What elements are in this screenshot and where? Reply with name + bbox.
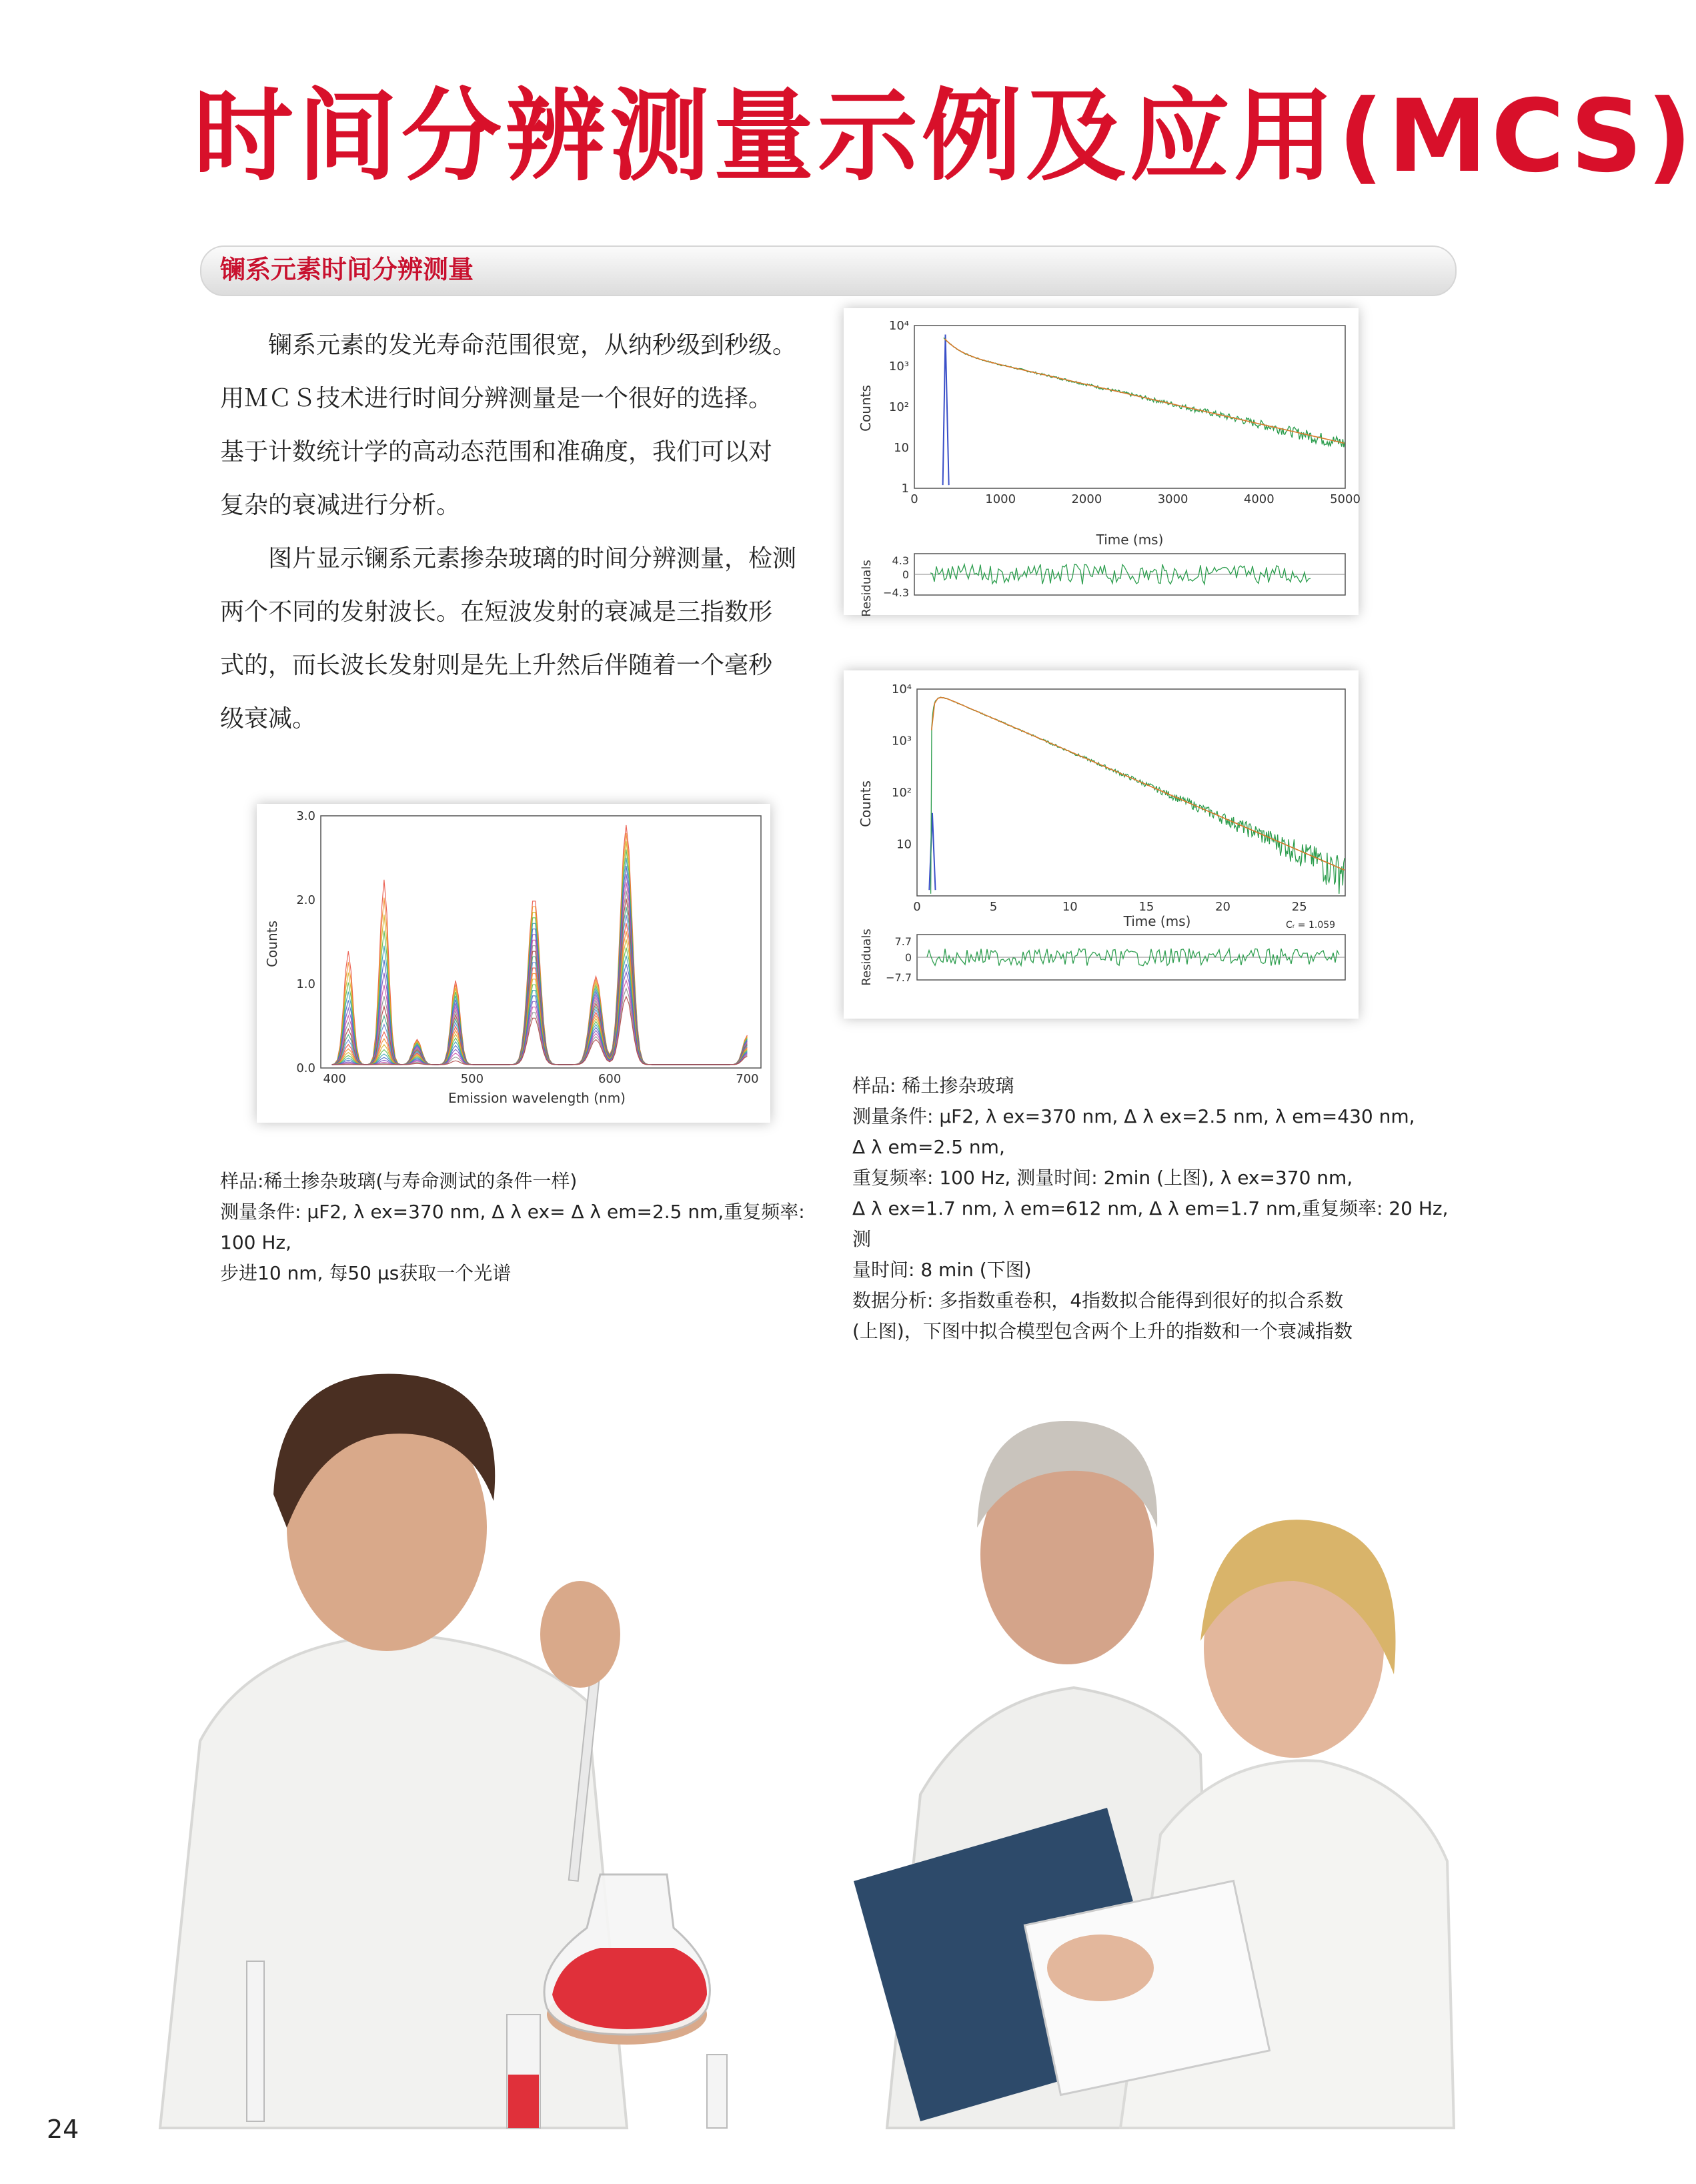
- y-tick-label: 10²: [888, 400, 909, 414]
- decay-chart-bottom-svg: [844, 670, 1359, 1019]
- y-tick-label: 1: [901, 482, 909, 496]
- residual-axis-label: Residuals: [860, 560, 874, 617]
- x-tick-label: 0: [913, 900, 921, 914]
- lab-scientists-photo: [120, 1327, 1454, 2128]
- residual-tick: 7.7: [894, 935, 912, 948]
- caption-line: Δ λ em=2.5 nm,: [852, 1136, 1005, 1158]
- data-line: [944, 338, 1345, 447]
- y-tick-label: 10³: [891, 734, 912, 748]
- residual-tick: −7.7: [886, 971, 912, 984]
- caption-line: Δ λ ex=1.7 nm, λ em=612 nm, Δ λ em=1.7 nm,重复频率: 20 Hz, 测: [852, 1197, 1449, 1250]
- y-tick-label: 1.0: [296, 977, 315, 991]
- residual-axis-label: Residuals: [860, 929, 874, 986]
- x-tick-label: 25: [1291, 900, 1307, 914]
- fit-line: [944, 339, 1345, 444]
- x-tick-label: 4000: [1243, 492, 1275, 506]
- spectra-series: [332, 825, 748, 1065]
- plot-frame: [914, 326, 1345, 488]
- caption-line: 重复频率: 100 Hz, 测量时间: 2min (上图), λ ex=370 nm,: [852, 1167, 1353, 1189]
- caption-line: 样品:稀土掺杂玻璃(与寿命测试的条件一样): [220, 1170, 578, 1192]
- intro-line: 式的，而长波长发射则是先上升然后伴随着一个毫秒: [220, 652, 773, 679]
- caption-line: 步进10 nm, 每50 μs获取一个光谱: [220, 1262, 512, 1284]
- page-title: 时间分辨测量示例及应用(MCS): [193, 79, 1696, 195]
- decay-chart-top-svg: [844, 308, 1359, 615]
- residual-tick: 4.3: [892, 554, 909, 567]
- x-tick-label: 400: [323, 1072, 346, 1086]
- y-tick-label: 2.0: [296, 893, 315, 907]
- x-tick-label: 5000: [1330, 492, 1361, 506]
- x-tick-label: 15: [1138, 900, 1154, 914]
- intro-line: 基于计数统计学的高动态范围和准确度，我们可以对: [220, 438, 773, 466]
- decay-chart-bottom: [844, 670, 1359, 1019]
- x-tick-label: 3000: [1157, 492, 1188, 506]
- tick-labels: [889, 319, 1361, 506]
- residual-tick: −4.3: [883, 586, 909, 599]
- intro-line: 两个不同的发射波长。在短波发射的衰减是三指数形: [220, 598, 773, 626]
- caption-line: (上图)，下图中拟合模型包含两个上升的指数和一个衰减指数: [852, 1320, 1353, 1342]
- y-tick-label: 3.0: [296, 809, 315, 823]
- x-axis-label: Time (ms): [1123, 913, 1191, 929]
- data-line: [931, 697, 1345, 894]
- y-axis-label: Counts: [858, 780, 874, 827]
- y-tick-label: 0.0: [296, 1061, 315, 1075]
- residual-tick: 0: [904, 951, 912, 964]
- x-tick-label: 1000: [985, 492, 1016, 506]
- irf-line: [943, 335, 949, 486]
- decay-chart-top: [844, 308, 1359, 615]
- left-caption: [220, 1166, 820, 1289]
- emission-spectra-chart: [257, 804, 770, 1123]
- y-axis-label: Counts: [264, 921, 280, 967]
- x-tick-label: 500: [460, 1072, 484, 1086]
- lab-scientists-illustration: [120, 1327, 1454, 2128]
- y-axis-label: Counts: [858, 385, 874, 432]
- tick-labels: [296, 809, 758, 1086]
- fit-annotation: Cᵣ = 1.059: [1285, 920, 1336, 931]
- y-tick-label: 10: [896, 837, 912, 852]
- x-tick-label: 700: [736, 1072, 759, 1086]
- caption-line: 样品: 稀土掺杂玻璃: [852, 1075, 1014, 1097]
- y-tick-label: 10³: [888, 360, 909, 374]
- intro-line: 复杂的衰减进行分析。: [220, 492, 461, 519]
- x-tick-label: 2000: [1071, 492, 1102, 506]
- x-tick-label: 10: [1062, 900, 1078, 914]
- fit-line: [932, 698, 1345, 871]
- caption-line: 测量条件: μF2, λ ex=370 nm, Δ λ ex=2.5 nm, λ em=430 nm,: [852, 1105, 1415, 1127]
- irf-line: [929, 813, 935, 890]
- y-tick-label: 10⁴: [888, 319, 909, 333]
- intro-line: 镧系元素的发光寿命范围很宽，从纳秒级到秒级。: [220, 332, 797, 359]
- page-number: 24: [47, 2115, 79, 2144]
- x-tick-label: 600: [598, 1072, 622, 1086]
- caption-line: 量时间: 8 min (下图): [852, 1259, 1032, 1281]
- x-axis-label: Emission wavelength (nm): [448, 1090, 626, 1106]
- caption-line: 数据分析: 多指数重卷积，4指数拟合能得到很好的拟合系数: [852, 1289, 1344, 1311]
- y-tick-label: 10: [894, 441, 909, 455]
- x-axis-label: Time (ms): [1096, 532, 1164, 548]
- residual-tick: 0: [902, 568, 909, 581]
- x-tick-label: 20: [1215, 900, 1231, 914]
- emission-spectra-svg: [257, 804, 770, 1123]
- right-caption: [852, 1071, 1453, 1347]
- caption-line: 测量条件: μF2, λ ex=370 nm, Δ λ ex= Δ λ em=2.5 nm,重复频率: 100 Hz,: [220, 1201, 805, 1253]
- intro-text: [220, 319, 820, 746]
- y-tick-label: 10²: [891, 786, 912, 800]
- intro-line: 用ＭＣＳ技术进行时间分辨测量是一个很好的选择。: [220, 385, 773, 412]
- intro-line: 级衰减。: [220, 705, 317, 732]
- tick-labels: [892, 682, 1307, 914]
- intro-line: 图片显示镧系元素掺杂玻璃的时间分辨测量，检测: [220, 545, 797, 572]
- y-tick-label: 10⁴: [891, 682, 912, 696]
- x-tick-label: 5: [989, 900, 998, 914]
- section-title: 镧系元素时间分辨测量: [220, 255, 474, 284]
- x-tick-label: 0: [910, 492, 918, 506]
- plot-frame: [917, 689, 1345, 896]
